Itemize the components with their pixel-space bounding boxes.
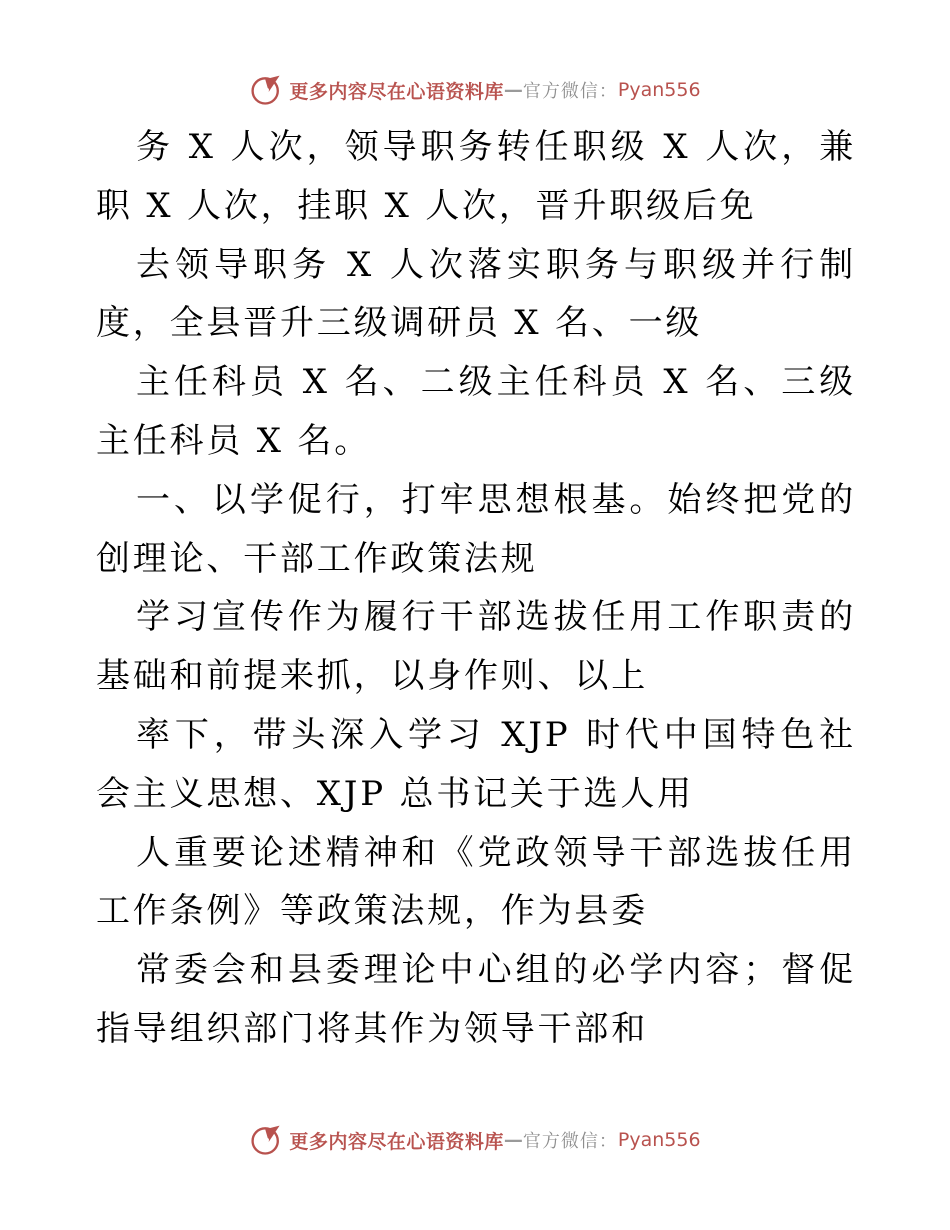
paragraph: 学习宣传作为履行干部选拔任用工作职责的基础和前提来抓，以身作则、以上 bbox=[96, 597, 856, 697]
paragraph: 一、以学促行，打牢思想根基。始终把党的创理论、干部工作政策法规 bbox=[96, 479, 856, 579]
paragraph: 务 X 人次，领导职务转任职级 X 人次，兼职 X 人次，挂职 X 人次，晋升职级后免 bbox=[96, 127, 856, 226]
paragraph: 主任科员 X 名、二级主任科员 X 名、三级主任科员 X 名。 bbox=[96, 362, 856, 461]
banner-main-text: 更多内容尽在心语资料库 bbox=[289, 1130, 504, 1153]
footer-banner bbox=[0, 1120, 950, 1160]
body-text bbox=[96, 118, 856, 1059]
paragraph: 率下，带头深入学习 XJP 时代中国特色社会主义思想、XJP 总书记关于选人用 bbox=[96, 714, 856, 814]
banner-wechat-id: Pyan556 bbox=[617, 79, 701, 101]
banner-wechat-label: 官方微信： bbox=[522, 81, 618, 102]
banner-separator: — bbox=[503, 79, 523, 101]
pen-nib-circle-icon bbox=[249, 72, 285, 108]
paragraph: 人重要论述精神和《党政领导干部选拔任用工作条例》等政策法规，作为县委 bbox=[96, 832, 856, 932]
banner-main-text: 更多内容尽在心语资料库 bbox=[289, 80, 504, 103]
header-banner bbox=[0, 70, 950, 110]
pen-nib-circle-icon bbox=[249, 1122, 285, 1158]
paragraph: 常委会和县委理论中心组的必学内容；督促指导组织部门将其作为领导干部和 bbox=[96, 950, 856, 1049]
paragraph: 去领导职务 X 人次落实职务与职级并行制度，全县晋升三级调研员 X 名、一级 bbox=[96, 244, 856, 344]
banner-wechat-id: Pyan556 bbox=[617, 1129, 701, 1151]
banner-separator: — bbox=[503, 1129, 523, 1151]
banner-wechat-label: 官方微信： bbox=[522, 1131, 618, 1152]
